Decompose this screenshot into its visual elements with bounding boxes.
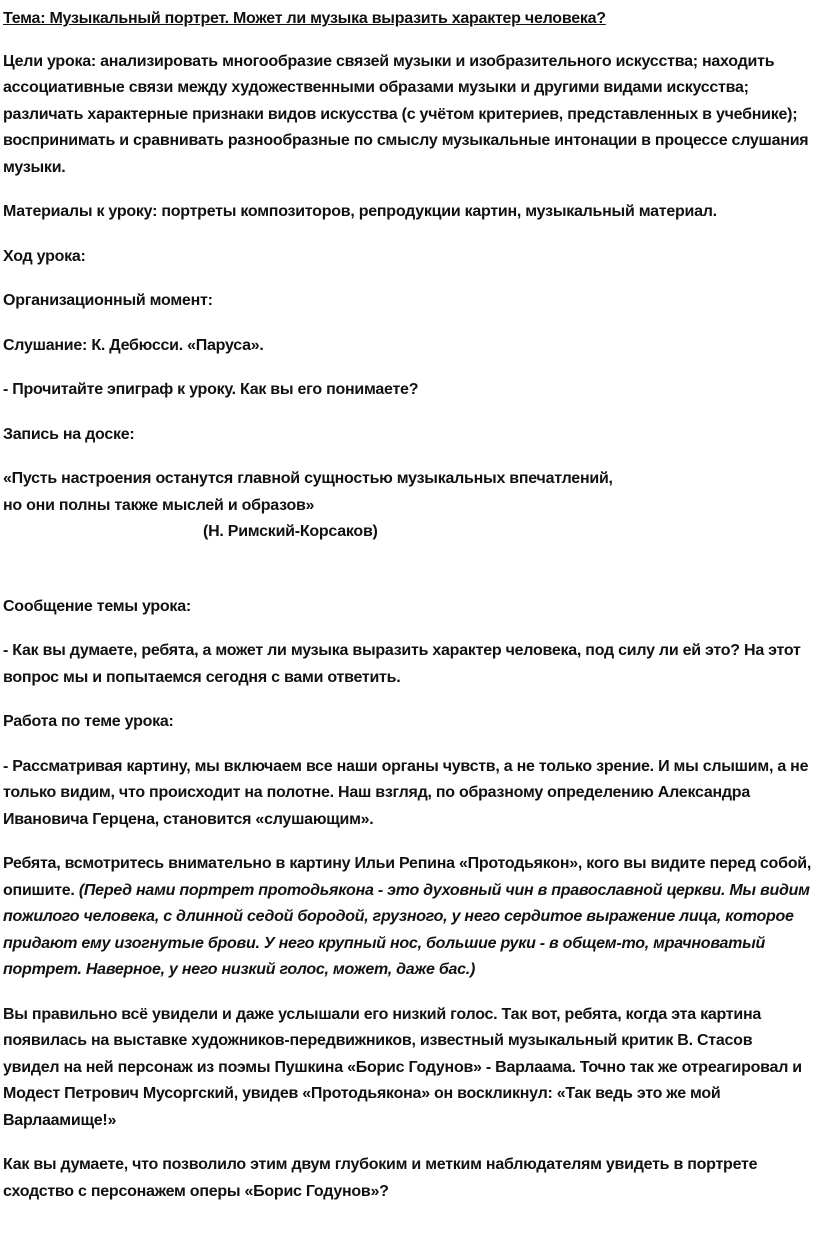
quote-line-1: «Пусть настроения останутся главной сущностью музыкальных впечатлений, — [3, 470, 613, 487]
org-moment-heading: Организационный момент: — [3, 292, 213, 309]
quote-author: (Н. Римский-Корсаков) — [203, 523, 378, 540]
course-heading: Ход урока: — [3, 247, 86, 265]
work-heading: Работа по теме урока: — [3, 713, 174, 730]
lesson-goals: Цели урока: анализировать многообразие связей музыки и изобразительного искусства; находить ассоциативные связи между художественными образами музыки и другими видами искусства; различать характерные признаки видов искусства (с учётом критериев, представленных в учебнике); воспринимать и сравнивать разнообразные по смыслу музыкальные интонации в процессе слушания музыки. — [3, 52, 809, 176]
lesson-title: Тема: Музыкальный портрет. Может ли музыка выразить характер человека? — [3, 10, 606, 27]
repin-intro: Ребята, всмотритесь внимательно в картину Ильи Репина «Протодьякон», кого вы видите перед собой, опишите. — [3, 855, 812, 899]
painting-paragraph: - Рассматривая картину, мы включаем все наши органы чувств, а не только зрение. И мы слышим, а не только видим, что происходит на полотне. Наш взгляд, по образному определению Александра Ивановича Герцена, становится «слушающим». — [3, 757, 809, 828]
board-note-heading: Запись на доске: — [3, 425, 135, 443]
listening-line: Слушание: К. Дебюсси. «Паруса». — [3, 336, 264, 354]
topic-message-heading: Сообщение темы урока: — [3, 597, 191, 615]
final-question: Как вы думаете, что позволило этим двум глубоким и метким наблюдателям увидеть в портрете сходство с персонажем оперы «Борис Годунов»? — [3, 1156, 758, 1200]
repin-paragraph — [3, 851, 811, 984]
repin-answer: (Перед нами портрет протодьякона - это духовный чин в православной церкви. Мы видим пожилого человека, с длинной седой бородой, грузного, у него сердитое выражение лица, которое придают ему изогнутые брови. У него крупный нос, большие руки - в общем-то, мрачноватый портрет. Наверное, у него низкий голос, может, даже бас.) — [3, 881, 810, 978]
epigraph-question: - Прочитайте эпиграф к уроку. Как вы его понимаете? — [3, 381, 419, 398]
quote-line-2: но они полны также мыслей и образов» — [3, 496, 315, 514]
epigraph-quote — [3, 466, 811, 546]
stasov-paragraph: Вы правильно всё увидели и даже услышали его низкий голос. Так вот, ребята, когда эта картина появилась на выставке художников-передвижников, известный музыкальный критик В. Стасов увидел на ней персонаж из поэмы Пушкина «Борис Годунов» - Варлаама. Точно так же отреагировал и Модест Петрович Мусоргский, увидев «Протодьякона» он воскликнул: «Так ведь это же мой Варлаамище!» — [3, 1005, 802, 1129]
lesson-materials: Материалы к уроку: портреты композиторов, репродукции картин, музыкальный материал. — [3, 203, 717, 220]
question-paragraph: - Как вы думаете, ребята, а может ли музыка выразить характер человека, под силу ли ей это? На этот вопрос мы и попытаемся сегодня с вами ответить. — [3, 642, 801, 686]
